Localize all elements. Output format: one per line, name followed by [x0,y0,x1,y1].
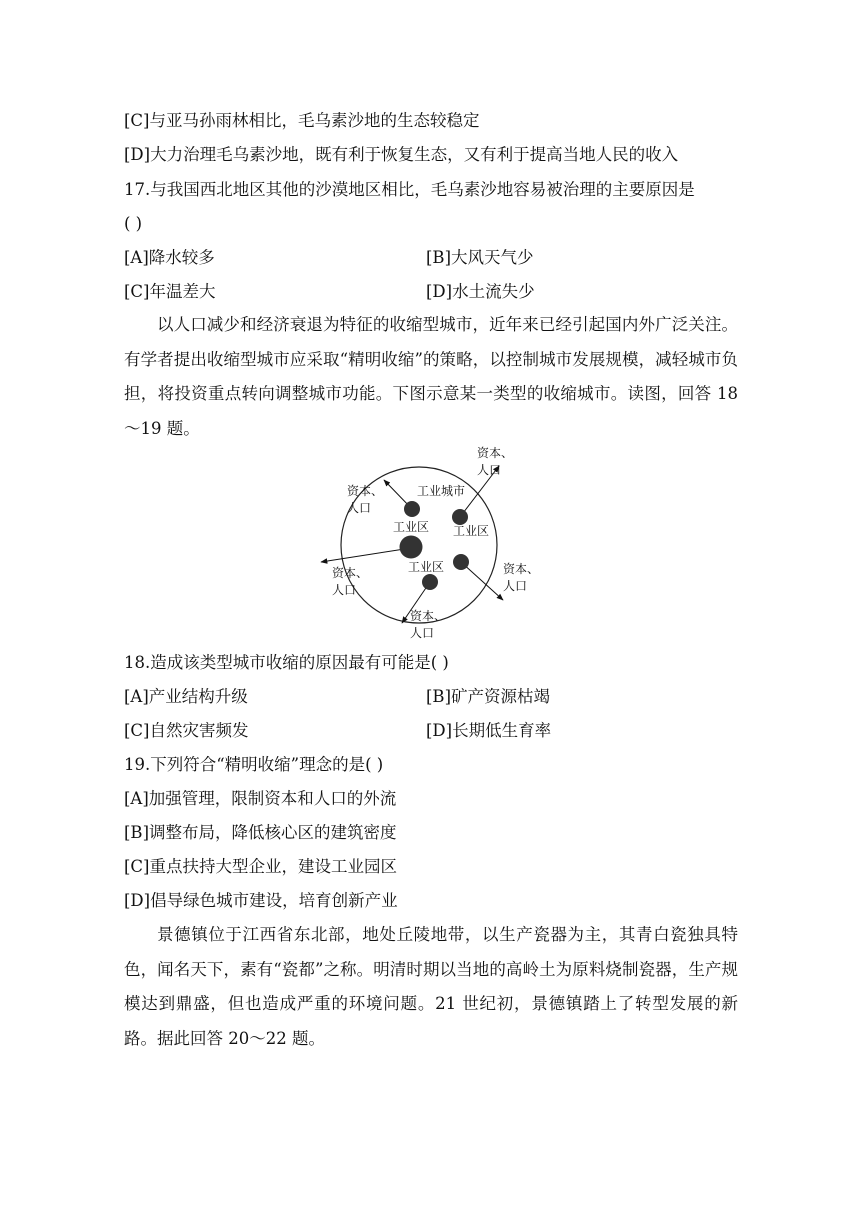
outflow-label-line2: 人口 [332,583,357,597]
outflow-label-line2: 人口 [503,579,528,593]
q17-option-c: [C]年温差大 [124,282,216,301]
q18-option-b: [B]矿产资源枯竭 [426,687,550,706]
q17-option-d: [D]水土流失少 [426,282,535,301]
q19-stem: 19.下列符合“精明收缩”理念的是( ) [124,755,384,774]
q16-option-d: [D]大力治理毛乌素沙地，既有利于恢复生态，又有利于提高当地人民的收入 [124,145,679,164]
q18-option-d: [D]长期低生育率 [426,721,552,740]
passage-shrinking-cities: 以人口减少和经济衰退为特征的收缩型城市，近年来已经引起国内外广泛关注。有学者提出收缩型城市应采取“精明收缩”的策略，以控制城市发展规模，减轻城市负担，将投资重点转向调整城市功能。下图示意某一类型的收缩城市。读图，回答 18～19 题。 [124,315,738,438]
industrial-zone-dot [453,554,469,570]
outflow-label-line1: 资本、 [503,562,540,576]
city-label: 工业城市 [417,484,466,498]
outflow-label-line1: 资本、 [477,446,514,460]
outflow-arrow [321,548,411,562]
industrial-zone-dot [422,574,438,590]
outflow-label-line1: 资本、 [347,484,384,498]
shrinking-city-figure [320,440,550,645]
industrial-zone-dot-large [400,536,423,559]
zone-label: 工业区 [453,524,490,538]
q18-stem: 18.造成该类型城市收缩的原因最有可能是( ) [124,653,449,672]
zone-label: 工业区 [393,520,430,534]
outflow-label-line1: 资本、 [410,609,447,623]
q19-option-b: [B]调整布局，降低核心区的建筑密度 [124,823,397,842]
outflow-label-line2: 人口 [410,626,435,640]
q16-option-c: [C]与亚马孙雨林相比，毛乌素沙地的生态较稳定 [124,111,480,130]
zone-label: 工业区 [408,560,445,574]
q17-answer-blank: ( ) [124,214,143,233]
q17-option-b: [B]大风天气少 [426,248,534,267]
q17-stem: 17.与我国西北地区其他的沙漠地区相比，毛乌素沙地容易被治理的主要原因是 [124,180,695,199]
outflow-label-line2: 人口 [477,463,502,477]
q17-option-a: [A]降水较多 [124,248,215,267]
industrial-zone-dot [452,509,468,525]
passage-jingdezhen: 景德镇位于江西省东北部，地处丘陵地带，以生产瓷器为主，其青白瓷独具特色，闻名天下，素有“瓷都”之称。明清时期以当地的高岭土为原料烧制瓷器，生产规模达到鼎盛，但也造成严重的环境问题。21 世纪初，景德镇踏上了转型发展的新路。据此回答 20～22 题。 [124,925,738,1048]
q18-option-c: [C]自然灾害频发 [124,721,249,740]
outflow-label-line1: 资本、 [332,566,369,580]
q19-option-c: [C]重点扶持大型企业，建设工业园区 [124,857,397,876]
q19-option-a: [A]加强管理，限制资本和人口的外流 [124,789,397,808]
q19-option-d: [D]倡导绿色城市建设，培育创新产业 [124,891,398,910]
outflow-label-line2: 人口 [347,501,372,515]
outflow-arrow [461,562,503,600]
q18-option-a: [A]产业结构升级 [124,687,248,706]
industrial-zone-dot [404,501,420,517]
